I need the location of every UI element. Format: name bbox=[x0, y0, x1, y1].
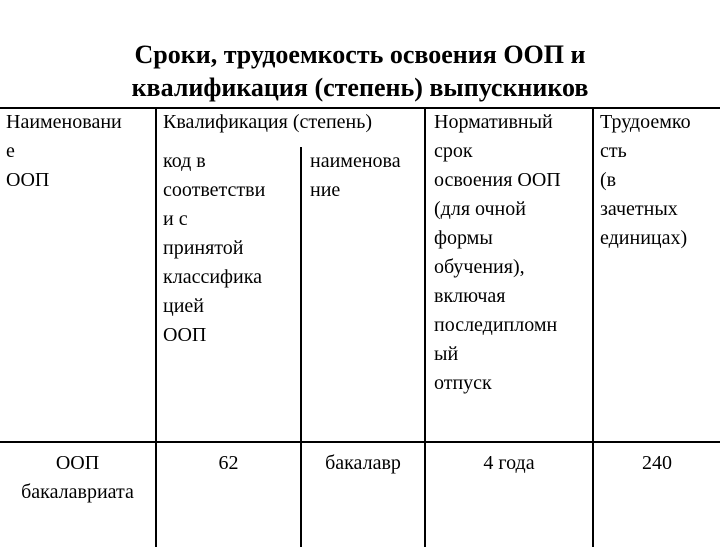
column-divider bbox=[155, 107, 157, 547]
header-code: код в соответстви и с принятой классифика цией ООП bbox=[163, 150, 266, 346]
table-cell-code: 62 bbox=[218, 452, 239, 474]
column-divider bbox=[424, 107, 426, 547]
table-cell-credits: 240 bbox=[642, 452, 672, 474]
table-cell-qualification: бакалавр bbox=[325, 452, 401, 474]
header-qualification-name: наименова ние bbox=[310, 150, 401, 201]
row-divider bbox=[0, 441, 720, 443]
header-study-duration: Нормативный срок освоения ООП (для очной формы обучения), включая последипломн ый отпуск bbox=[434, 111, 561, 394]
title-line-2: квалификация (степень) выпускников bbox=[131, 73, 589, 102]
title-line-1: Сроки, трудоемкость освоения ООП и bbox=[134, 40, 586, 69]
header-qualification: Квалификация (степень) bbox=[163, 111, 373, 133]
table-cell-duration: 4 года bbox=[483, 452, 535, 474]
column-divider bbox=[592, 107, 594, 547]
programs-table bbox=[0, 107, 720, 547]
column-divider bbox=[300, 147, 302, 547]
header-program-name: Наименовани е ООП bbox=[6, 111, 122, 191]
header-credits: Трудоемко сть (в зачетных единицах) bbox=[600, 111, 691, 249]
table-cell-program: ООП бакалавриата bbox=[21, 452, 134, 503]
slide-title bbox=[0, 38, 720, 104]
